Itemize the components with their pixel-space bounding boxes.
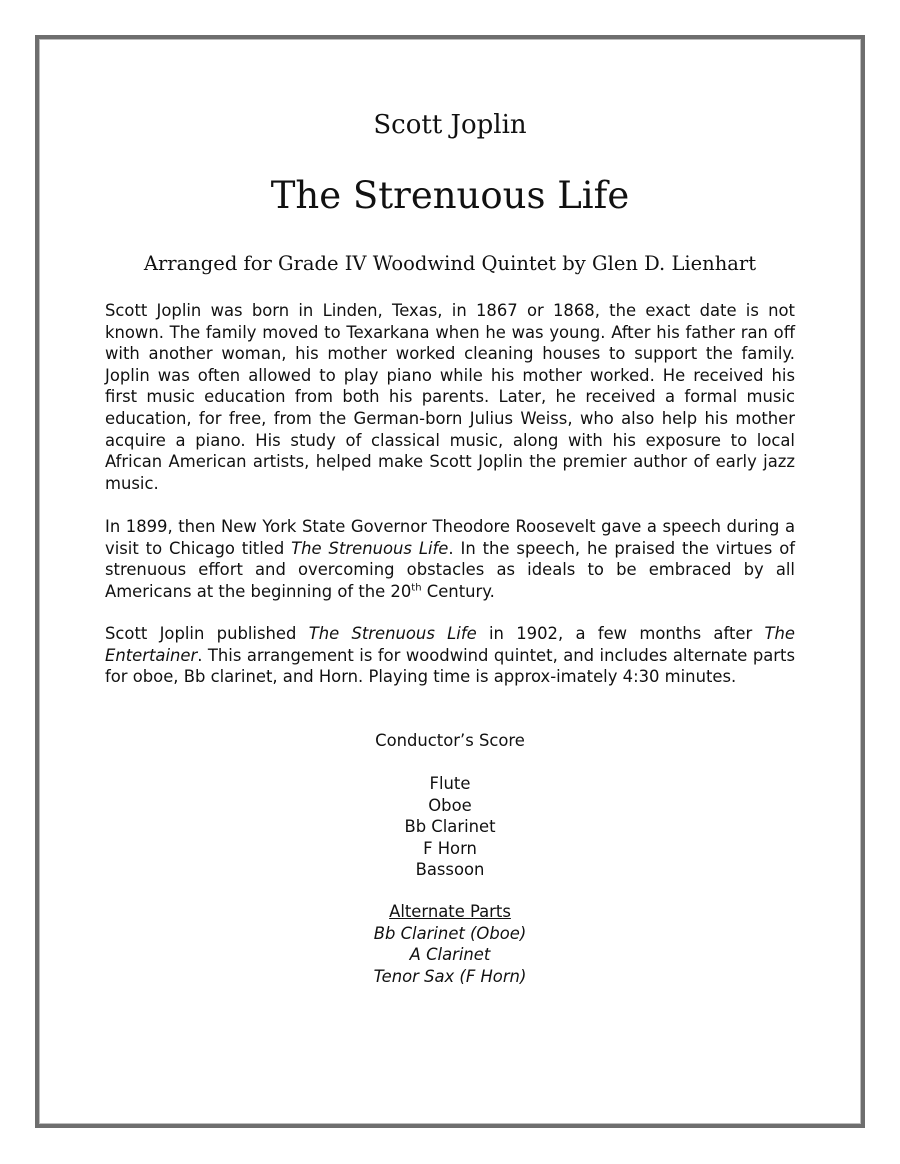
instrument-flute: Flute — [429, 774, 471, 793]
conductor-score-label: Conductor’s Score — [375, 731, 525, 750]
arrangement-text-end: . This arrangement is for woodwind quintet, and includes alternate parts for oboe, Bb clarinet, and Horn. Playing time is approx-imately 4:30 minutes. — [105, 645, 795, 687]
arrangement-text-start: Scott Joplin published — [105, 624, 309, 643]
speech-text-middle: . In the speech, he praised the virtues of strenuous effort and overcoming obstacles as ideals to be embraced by all Americans at the beginning of the 20 — [105, 538, 795, 601]
piece-title: The Strenuous Life — [270, 174, 630, 217]
century-superscript: th — [411, 582, 422, 594]
arrangement-subtitle: Arranged for Grade IV Woodwind Quintet by Glen D. Lienhart — [143, 252, 757, 275]
entertainer-title: The Entertainer — [105, 624, 795, 665]
alternate-parts-heading: Alternate Parts — [389, 902, 511, 921]
alternate-part-bb-clarinet: Bb Clarinet (Oboe) — [373, 923, 527, 943]
arrangement-piece-title: The Strenuous Life — [308, 624, 477, 643]
instrument-bassoon: Bassoon — [415, 860, 485, 879]
biography-paragraph: Scott Joplin was born in Linden, Texas, in 1867 or 1868, the exact date is not known. The family moved to Texarkana when he was young. After his father ran off with another woman, his mother worked cleaning houses to support the family. Joplin was often allowed to play piano while his mother worked. He received his first music education from both his parents. Later, he received a formal music education, for free, from the German-born Julius Weiss, who also help his mother acquire a piano. His study of classical music, along with his exposure to local African American artists, helped make Scott Joplin the premier author of early jazz music. — [105, 301, 795, 493]
arrangement-paragraph — [105, 623, 795, 688]
speech-paragraph — [105, 516, 795, 602]
speech-text-end: Century. — [421, 581, 495, 601]
arrangement-text-middle: in 1902, a few months after — [476, 624, 765, 643]
alternate-part-tenor-sax: Tenor Sax (F Horn) — [373, 966, 527, 986]
instrument-bb-clarinet: Bb Clarinet — [404, 817, 496, 836]
instrument-list — [0, 773, 900, 881]
speech-title: The Strenuous Life — [291, 538, 449, 558]
instrument-f-horn: F Horn — [423, 838, 477, 858]
speech-text-start: In 1899, then New York State Governor Theodore Roosevelt gave a speech during a visit to Chicago titled — [105, 517, 795, 558]
alternate-parts-list — [0, 901, 900, 987]
composer-name: Scott Joplin — [373, 110, 527, 140]
alternate-part-a-clarinet: A Clarinet — [409, 945, 491, 964]
instrument-oboe: Oboe — [428, 795, 472, 815]
